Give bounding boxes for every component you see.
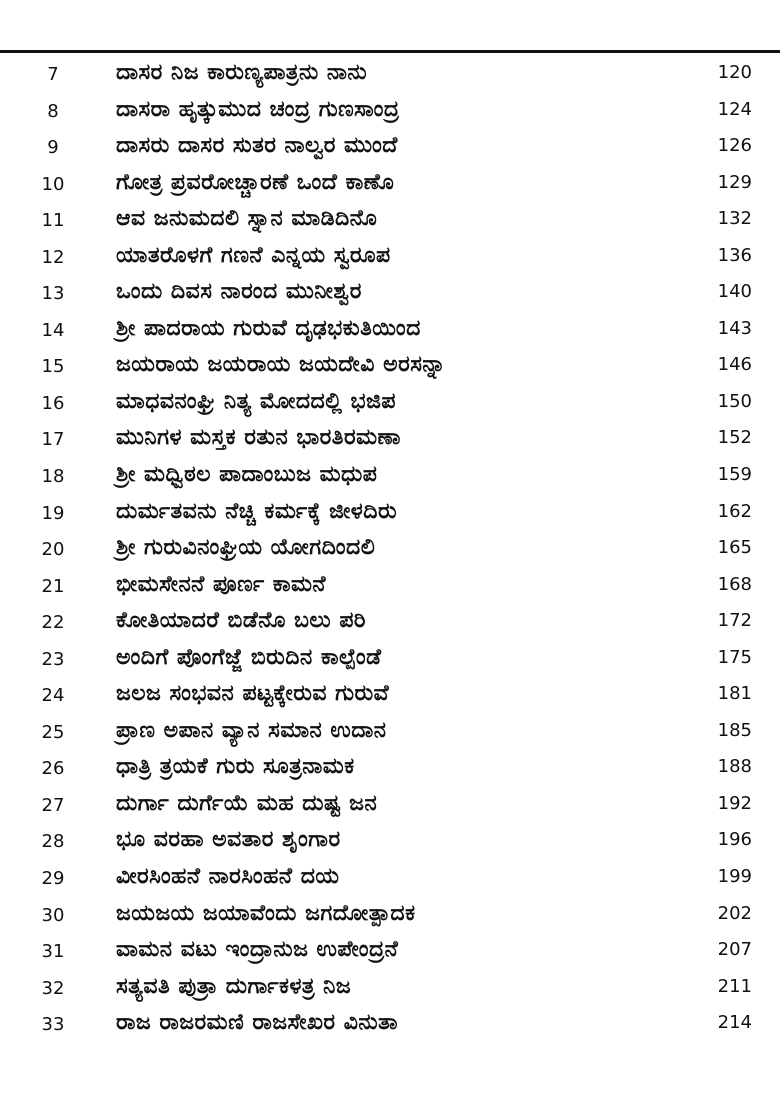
toc-row <box>0 933 780 970</box>
entry-number: 15 <box>41 356 65 378</box>
toc-row <box>0 970 780 1007</box>
entry-page-number: 146 <box>717 354 752 376</box>
entry-page-number: 126 <box>717 135 752 157</box>
entry-number: 26 <box>41 758 65 780</box>
toc-row <box>0 56 780 93</box>
toc-row <box>0 897 780 934</box>
toc-row <box>0 348 780 385</box>
entry-page-number: 165 <box>717 537 752 559</box>
entry-number: 9 <box>47 137 59 159</box>
entry-title: ಶ್ರೀ ಗುರುವಿನಂಘ್ರಿಯ ಯೋಗದಿಂದಲಿ <box>116 535 376 561</box>
entry-number: 30 <box>41 904 65 926</box>
toc-row <box>0 641 780 678</box>
entry-title: ಕೋತಿಯಾದರೆ ಬಿಡೆನೊ ಬಲು ಪರಿ <box>116 608 367 634</box>
entry-number: 24 <box>41 685 65 707</box>
entry-page-number: 132 <box>717 208 752 230</box>
entry-title: ಶ್ರೀ ಮಧ್ವಿಠಲ ಪಾದಾಂಬುಜ ಮಧುಪ <box>116 462 378 488</box>
toc-row <box>0 714 780 751</box>
entry-page-number: 202 <box>717 902 752 924</box>
toc-row <box>0 604 780 641</box>
entry-number: 8 <box>47 100 59 122</box>
entry-number: 22 <box>41 612 65 634</box>
entry-number: 11 <box>41 210 65 232</box>
toc-row <box>0 202 780 239</box>
toc-row <box>0 275 780 312</box>
entry-number: 25 <box>41 721 65 743</box>
entry-title: ದಾಸರಾ ಹೃತ್ಕುಮುದ ಚಂದ್ರ ಗುಣಸಾಂದ್ರ <box>116 96 400 122</box>
entry-title: ದಾಸರ ನಿಜ ಕಾರುಣ್ಯಪಾತ್ರನು ನಾನು <box>116 60 368 85</box>
entry-number: 21 <box>41 575 65 597</box>
entry-page-number: 196 <box>717 829 752 851</box>
entry-page-number: 162 <box>717 500 752 522</box>
toc-row <box>0 166 780 203</box>
toc-row <box>0 129 780 166</box>
entry-page-number: 120 <box>717 62 752 83</box>
toc-row <box>0 495 780 532</box>
entry-title: ಧಾತ್ರಿ ತ್ರಯಕೆ ಗುರು ಸೂತ್ರನಾಮಕ <box>116 754 355 780</box>
entry-title: ಸತ್ಯವತಿ ಪುತ್ರಾ ದುರ್ಗಾಕಳತ್ರ ನಿಜ <box>116 973 352 999</box>
entry-page-number: 140 <box>717 281 752 303</box>
entry-number: 23 <box>41 648 65 670</box>
entry-title: ಮಾಧವನಂಘ್ರಿ ನಿತ್ಯ ಮೋದದಲ್ಲಿ ಭಜಿಪ <box>116 388 396 414</box>
entry-title: ದುರ್ಗಾ ದುರ್ಗೆಯೆ ಮಹ ದುಷ್ಟ ಜನ <box>116 790 378 816</box>
entry-number: 33 <box>41 1014 65 1036</box>
entry-page-number: 136 <box>717 244 752 266</box>
toc-row <box>0 458 780 495</box>
entry-number: 29 <box>41 868 65 890</box>
toc-row <box>0 93 780 130</box>
entry-number: 7 <box>47 64 59 85</box>
entry-number: 28 <box>41 831 65 853</box>
toc-row <box>0 750 780 787</box>
entry-page-number: 172 <box>717 610 752 632</box>
toc-row <box>0 385 780 422</box>
entry-page-number: 207 <box>717 939 752 961</box>
entry-page-number: 211 <box>717 975 752 997</box>
toc-row <box>0 860 780 897</box>
entry-page-number: 181 <box>717 683 752 705</box>
toc-row <box>0 312 780 349</box>
toc-row <box>0 787 780 824</box>
entry-title: ಮುನಿಗಳ ಮಸ್ತಕ ರತುನ ಭಾರತಿರಮಣಾ <box>116 425 401 451</box>
entry-page-number: 159 <box>717 464 752 486</box>
entry-title: ಜಯಜಯ ಜಯಾವೆಂದು ಜಗದೋತ್ಪಾದಕ <box>116 900 416 926</box>
entry-number: 12 <box>41 246 65 268</box>
entry-title: ಜಲಜ ಸಂಭವನ ಪಟ್ಟಕ್ಕೇರುವ ಗುರುವೆ <box>116 681 390 707</box>
entry-title: ಶ್ರೀ ಪಾದರಾಯ ಗುರುವೆ ದೃಢಭಕುತಿಯಿಂದ <box>116 315 421 341</box>
toc-row <box>0 823 780 860</box>
entry-title: ವಾಮನ ವಟು ಇಂದ್ರಾನುಜ ಉಪೇಂದ್ರನೆ <box>116 937 399 963</box>
toc-row <box>0 531 780 568</box>
entry-title: ದಾಸರು ದಾಸರ ಸುತರ ನಾಲ್ವರ ಮುಂದೆ <box>116 133 398 159</box>
entry-title: ವೀರಸಿಂಹನೆ ನಾರಸಿಂಹನೆ ದಯ <box>116 864 340 890</box>
entry-number: 32 <box>41 977 65 999</box>
entry-page-number: 143 <box>717 317 752 339</box>
entry-number: 20 <box>41 539 65 561</box>
entry-page-number: 214 <box>717 1012 752 1034</box>
entry-page-number: 129 <box>717 171 752 193</box>
top-rule <box>0 50 780 53</box>
entry-number: 14 <box>41 319 65 341</box>
entry-title: ಒಂದು ದಿವಸ ನಾರಂದ ಮುನೀಶ್ವರ <box>116 279 362 305</box>
entry-number: 13 <box>41 283 65 305</box>
entry-number: 16 <box>41 392 65 414</box>
entry-number: 27 <box>41 794 65 816</box>
entry-number: 17 <box>41 429 65 451</box>
entry-page-number: 168 <box>717 573 752 595</box>
entry-page-number: 152 <box>717 427 752 449</box>
table-of-contents <box>0 56 780 1043</box>
entry-page-number: 124 <box>717 98 752 120</box>
entry-title: ರಾಜ ರಾಜರಮಣಿ ರಾಜಸೇಖರ ವಿನುತಾ <box>116 1010 399 1036</box>
entry-page-number: 199 <box>717 866 752 888</box>
entry-page-number: 192 <box>717 792 752 814</box>
entry-title: ಪ್ರಾಣ ಅಪಾನ ವ್ಯಾನ ಸಮಾನ ಉದಾನ <box>116 717 387 743</box>
entry-title: ಭೂ ವರಹಾ ಅವತಾರ ಶೃಂಗಾರ <box>116 827 341 853</box>
toc-row <box>0 568 780 605</box>
toc-row <box>0 1006 780 1043</box>
entry-page-number: 188 <box>717 756 752 778</box>
entry-title: ಯಾತರೊಳಗೆ ಗಣನೆ ಎನ್ನಯ ಸ್ವರೂಪ <box>116 242 391 268</box>
toc-row <box>0 421 780 458</box>
toc-row <box>0 677 780 714</box>
toc-row <box>0 239 780 276</box>
entry-title: ಆವ ಜನುಮದಲಿ ಸ್ನಾನ ಮಾಡಿದಿನೊ <box>116 206 378 232</box>
entry-title: ಅಂದಿಗೆ ಪೊಂಗೆಜ್ಜೆ ಬಿರುದಿನ ಕಾಲ್ಪೆಂಡೆ <box>116 644 382 670</box>
entry-number: 31 <box>41 941 65 963</box>
entry-title: ದುರ್ಮತವನು ನೆಚ್ಚಿ ಕರ್ಮಕ್ಕೆ ಜೀಳದಿರು <box>116 498 398 524</box>
entry-page-number: 175 <box>717 646 752 668</box>
entry-number: 19 <box>41 502 65 524</box>
entry-title: ಭೀಮಸೇನನೆ ಪೂರ್ಣ ಕಾಮನೆ <box>116 571 326 597</box>
entry-page-number: 185 <box>717 719 752 741</box>
entry-title: ಜಯರಾಯ ಜಯರಾಯ ಜಯದೇವಿ ಅರಸನ್ನಾ <box>116 352 446 378</box>
entry-title: ಗೋತ್ರ ಪ್ರವರೋಚ್ಚಾರಣೆ ಒಂದೆ ಕಾಣೊ <box>116 169 395 195</box>
entry-page-number: 150 <box>717 390 752 412</box>
entry-number: 18 <box>41 466 65 488</box>
entry-number: 10 <box>41 173 65 195</box>
